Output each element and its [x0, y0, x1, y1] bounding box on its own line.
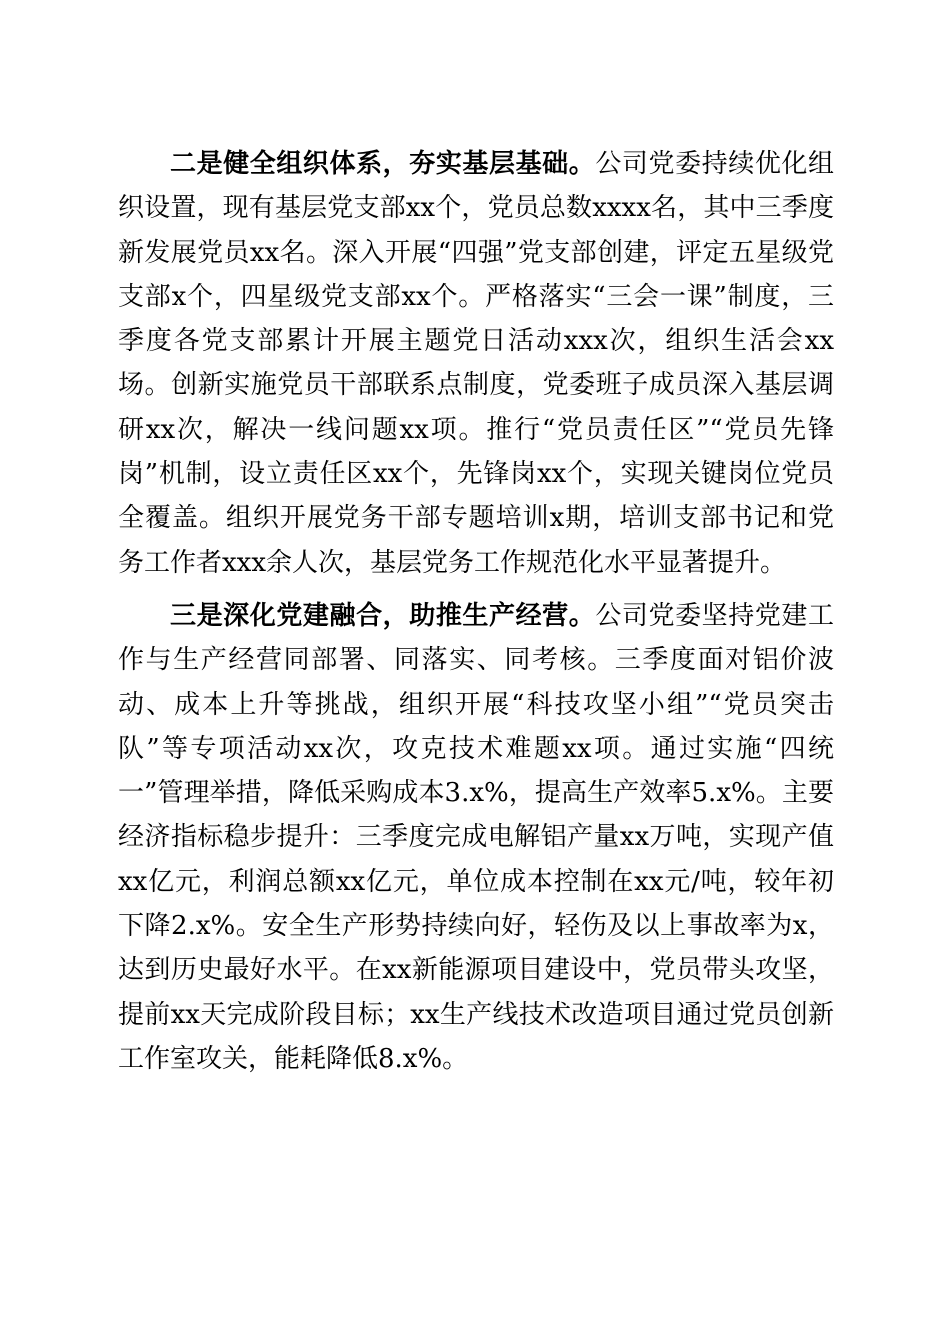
paragraph-organization-system	[118, 142, 834, 585]
paragraph-body: 公司党委坚持党建工作与生产经营同部署、同落实、同考核。三季度面对铝价波动、成本上升等挑战，组织开展“科技攻坚小组”“党员突击队”等专项活动xx次，攻克技术难题xx项。通过实施“四统一”管理举措，降低采购成本3.x%，提高生产效率5.x%。主要经济指标稳步提升：三季度完成电解铝产量xx万吨，实现产值xx亿元，利润总额xx亿元，单位成本控制在xx元/吨，较年初下降2.x%。安全生产形势持续向好，轻伤及以上事故率为x，达到历史最好水平。在xx新能源项目建设中，党员带头攻坚，提前xx天完成阶段目标；xx生产线技术改造项目通过党员创新工作室攻关，能耗降低8.x%。	[118, 600, 834, 1074]
paragraph-body: 公司党委持续优化组织设置，现有基层党支部xx个，党员总数xxxx名，其中三季度新发展党员xx名。深入开展“四强”党支部创建，评定五星级党支部x个，四星级党支部xx个。严格落实“三会一课”制度，三季度各党支部累计开展主题党日活动xxx次，组织生活会xx场。创新实施党员干部联系点制度，党委班子成员深入基层调研xx次，解决一线问题xx项。推行“党员责任区”“党员先锋岗”机制，设立责任区xx个，先锋岗xx个，实现关键岗位党员全覆盖。组织开展党务干部专题培训x期，培训支部书记和党务工作者xxx余人次，基层党务工作规范化水平显著提升。	[118, 149, 834, 578]
paragraph-lead: 二是健全组织体系，夯实基层基础。	[170, 149, 596, 179]
paragraph-production-integration	[118, 594, 834, 1081]
paragraph-lead: 三是深化党建融合，助推生产经营。	[170, 600, 596, 631]
document-body	[118, 142, 834, 1090]
